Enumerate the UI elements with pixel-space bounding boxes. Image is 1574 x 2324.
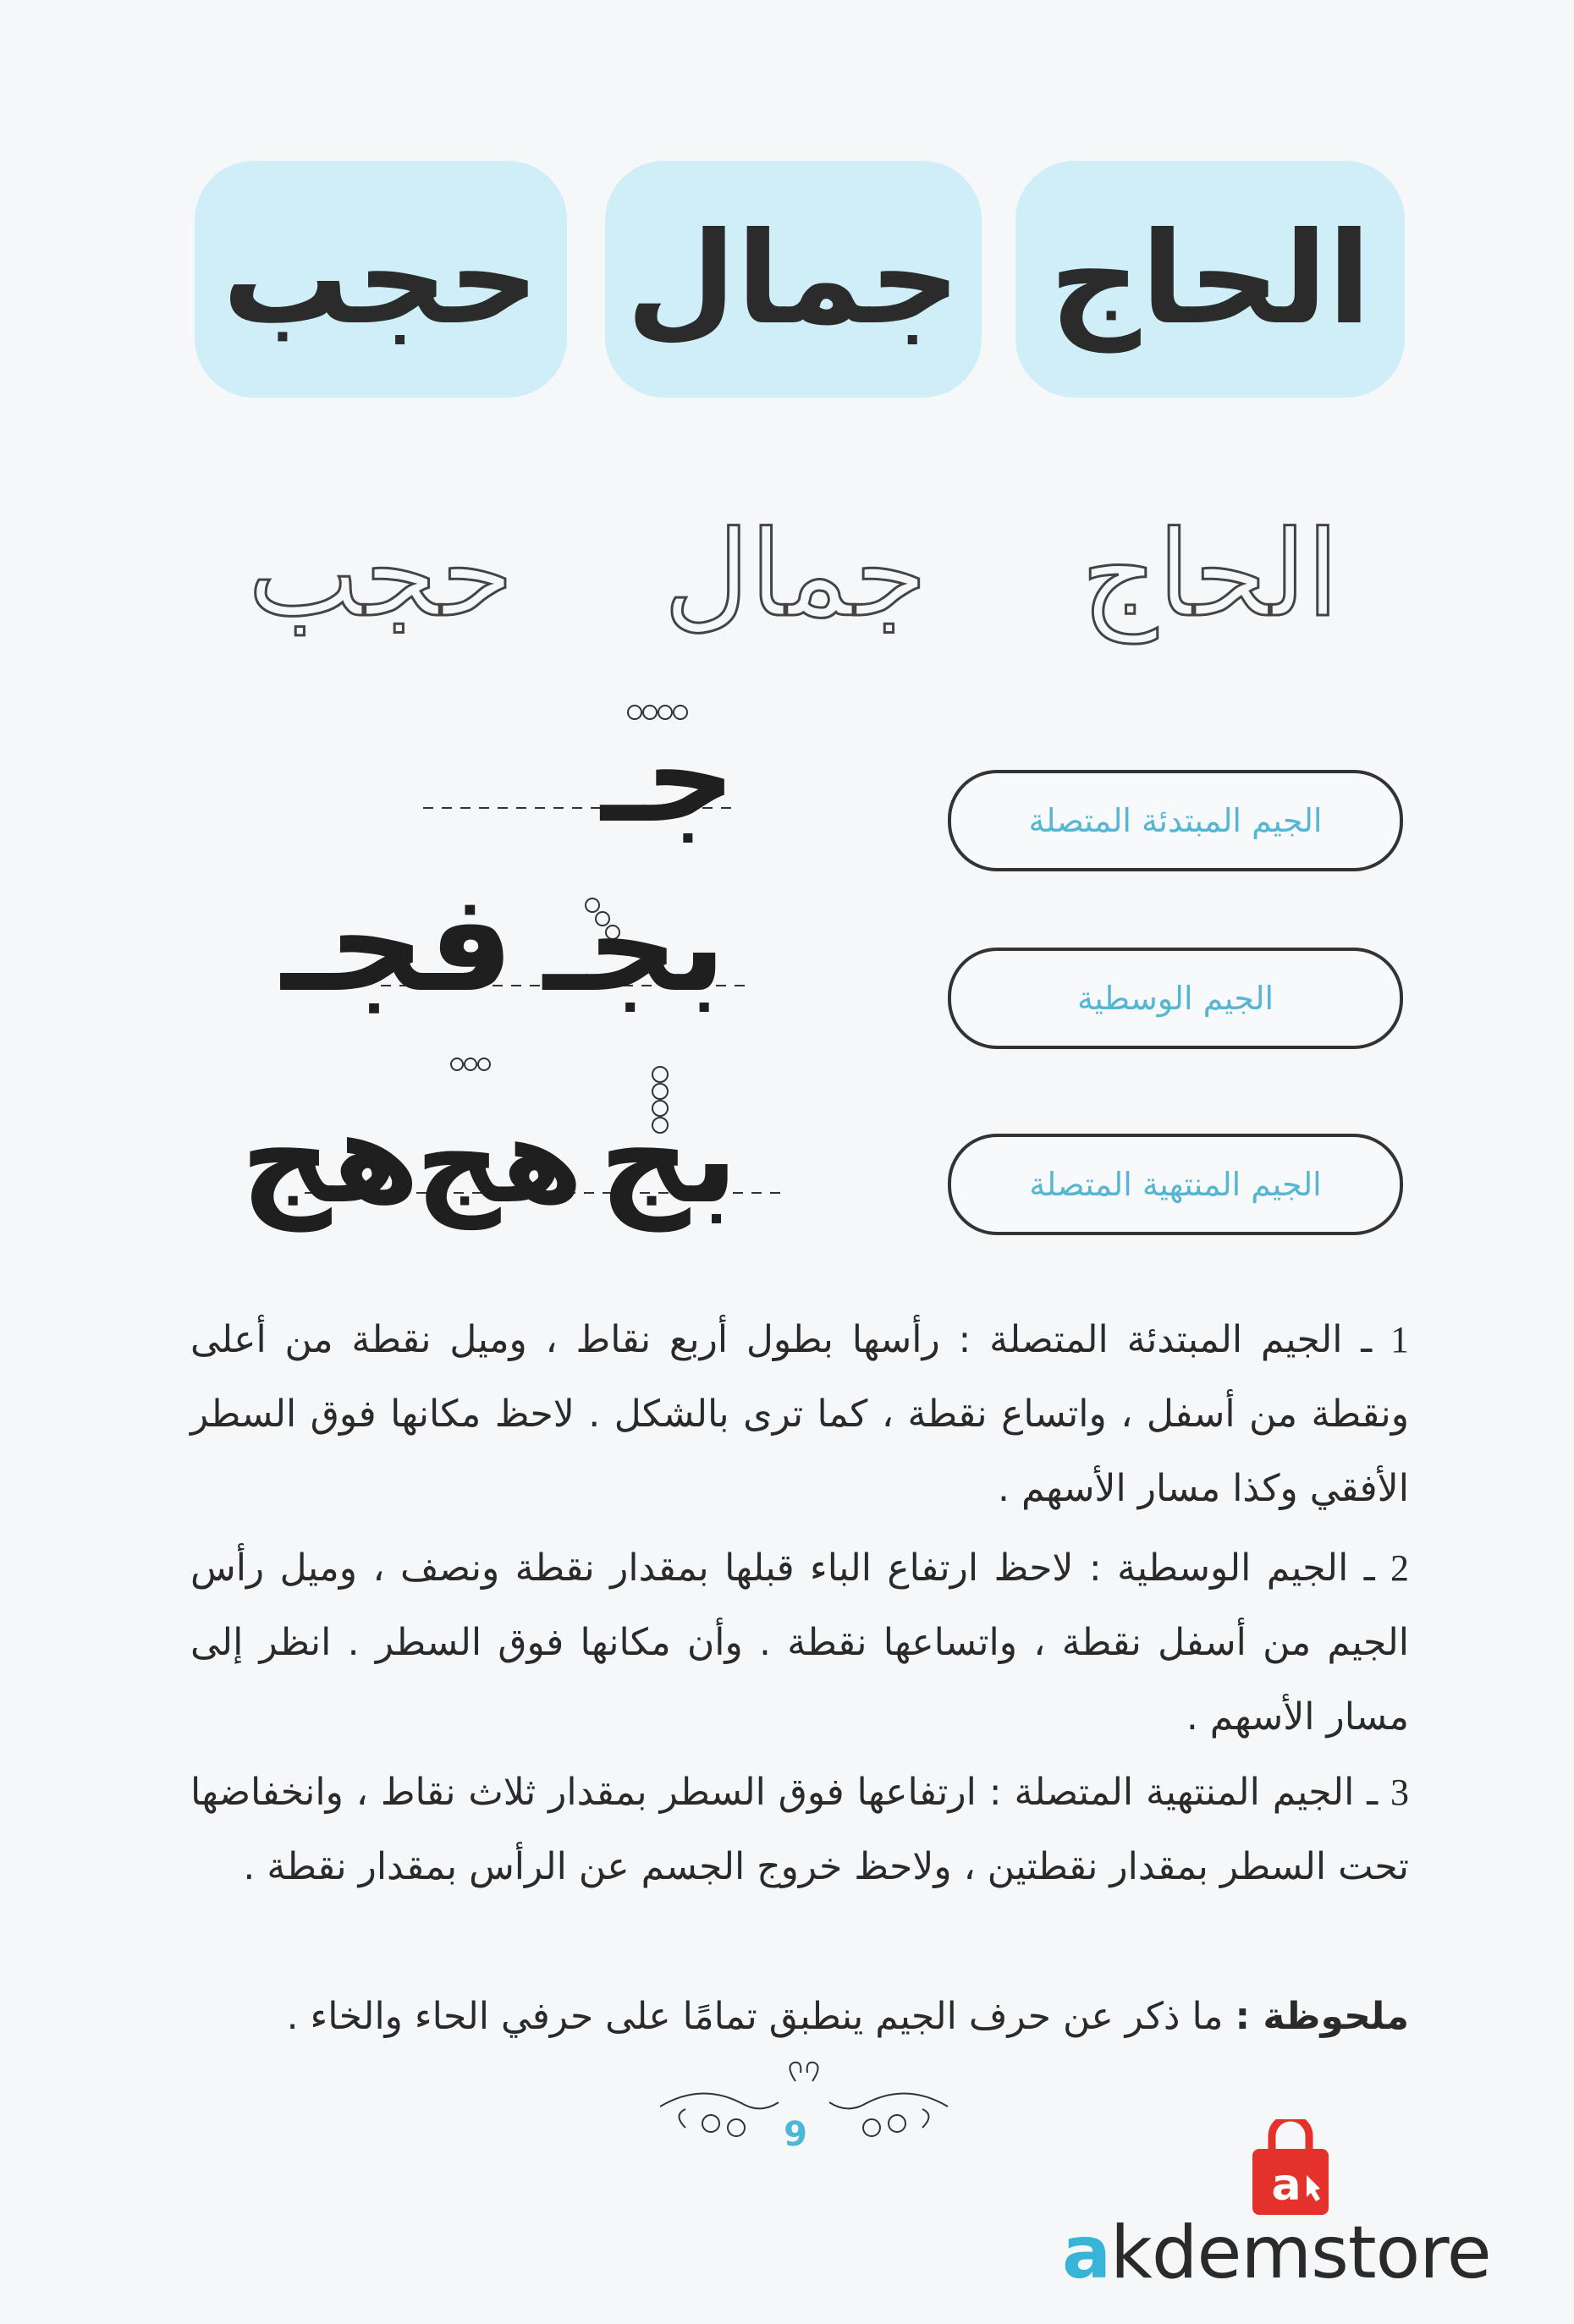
note-title: ملحوظة : [1235,1995,1409,2038]
label-medial-jeem: الجيم الوسطية [948,948,1403,1049]
label-initial-jeem: الجيم المبتدئة المتصلة [948,770,1403,871]
trace-al-haj: الحاج [1081,506,1340,644]
paragraph-3: 3 ـ الجيم المنتهية المتصلة : ارتفاعها فوق السطر بمقدار ثلاث نقاط ، وانخفاضها تحت السطر بمقدار نقطتين ، ولاحظ خروج الجسم عن الرأس بمقدار نقطة . [190,1771,1409,1888]
word-box-2 [605,161,982,398]
example-fa-jeem: فجـ [281,864,515,1022]
example-initial-jeem: جـ [601,704,736,851]
label-final-jeem: الجيم المنتهية المتصلة [948,1134,1403,1235]
note [190,1980,1409,2054]
page-number: 9 [784,2115,807,2154]
word-jamal: جمال [625,206,961,353]
example-final-jeem-3: هج [239,1085,421,1232]
example-medial-jeem: بجـ [543,873,726,1020]
paragraph-1: 1 ـ الجيم المبتدئة المتصلة : رأسها بطول أربع نقاط ، وميل نقطة من أعلى ونقطة من أسفل ، واتساع نقطة ، كما ترى بالشكل . لاحظ مكانها فوق السطر الأفقي وكذا مسار الأسهم . [190,1318,1409,1510]
trace-word-1 [1041,474,1379,677]
trace-word-3 [203,474,559,677]
word-box-3 [195,161,567,398]
brand-logo: akdemstore [1062,2211,1491,2295]
word-box-1 [1015,161,1405,398]
word-al-haj: الحاج [1048,206,1372,353]
note-text: ما ذكر عن حرف الجيم ينطبق تمامًا على حرفي الحاء والخاء . [286,1995,1236,2038]
trace-jamal: جمال [663,506,927,644]
trace-hajab: حجب [247,506,515,644]
svg-text:a: a [1271,2160,1302,2211]
example-final-jeem-2: هج [416,1092,583,1230]
trace-word-2 [626,474,965,677]
example-final-jeem-1: بج [598,1085,739,1232]
letter-examples-figure [237,694,829,1269]
paragraph-2: 2 ـ الجيم الوسطية : لاحظ ارتفاع الباء قبلها بمقدار نقطة ونصف ، وميل رأس الجيم من أسفل نقطة ، واتساعها نقطة . وأن مكانها فوق السطر . انظر إلى مسار الأسهم . [190,1547,1409,1739]
shopping-bag-icon [1244,2119,1337,2217]
word-hajab: حجب [222,206,540,353]
